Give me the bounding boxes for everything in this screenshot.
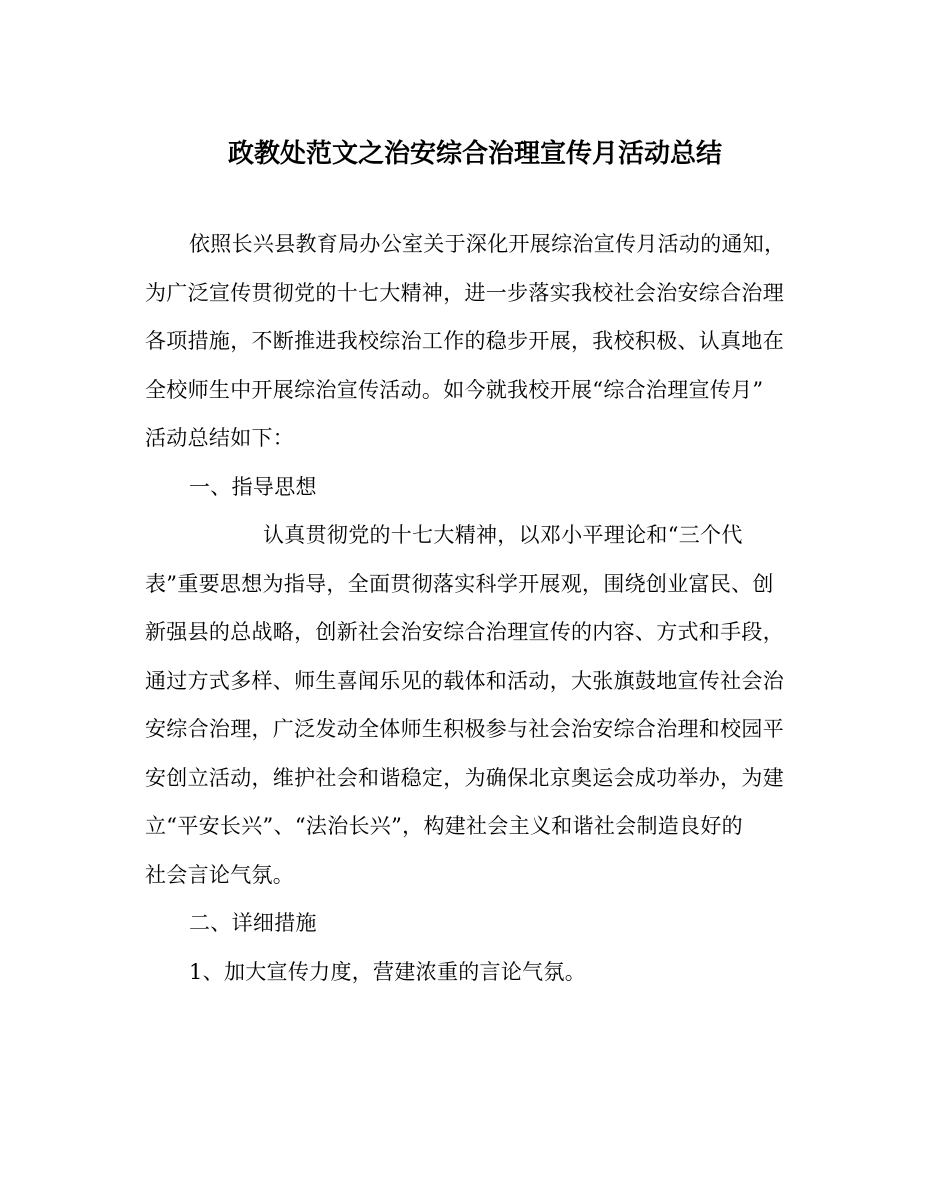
text-line: 依照长兴县教育局办公室关于深化开展综治宣传月活动的通知， — [189, 232, 786, 256]
paragraph-guiding-ideology — [145, 511, 800, 899]
text-line: 表”重要思想为指导，全面贯彻落实科学开展观，围绕创业富民、创 — [145, 571, 774, 596]
document-title: 政教处范文之治安综合治理宣传月活动总结 — [227, 139, 722, 169]
text-line: 一、指导思想 — [189, 474, 317, 499]
text-line: 社会言论气氛。 — [145, 862, 295, 887]
text-line: 立“平安长兴”、“法治长兴”，构建社会主义和谐社会制造良好的 — [145, 814, 743, 838]
text-line: 为广泛宣传贯彻党的十七大精神，进一步落实我校社会治安综合治理 — [145, 280, 784, 305]
paragraph-intro — [145, 220, 800, 463]
text-line: 活动总结如下： — [145, 426, 295, 450]
text-line: 通过方式多样、师生喜闻乐见的载体和活动，大张旗鼓地宣传社会治 — [145, 668, 784, 693]
text-line: 新强县的总战略，创新社会治安综合治理宣传的内容、方式和手段， — [145, 620, 784, 644]
text-line: 各项措施，不断推进我校综治工作的稳步开展，我校积极、认真地在 — [145, 329, 784, 353]
section-heading-detailed-measures — [145, 899, 800, 948]
text-line: 安创立活动，维护社会和谐稳定，为确保北京奥运会成功举办，为建 — [145, 765, 784, 790]
text-line: 全校师生中开展综治宣传活动。如今就我校开展“综合治理宣传月” — [145, 377, 764, 402]
text-line: 安综合治理，广泛发动全体师生积极参与社会治安综合治理和校园平 — [145, 717, 784, 741]
paragraph-measure-1 — [145, 948, 800, 997]
document-body — [145, 220, 800, 996]
text-line: 二、详细措施 — [189, 911, 317, 935]
section-heading-guiding-ideology — [145, 463, 800, 512]
text-line: 认真贯彻党的十七大精神，以邓小平理论和“三个代 — [263, 523, 743, 547]
text-line: 1、加大宣传力度，营建浓重的言论气氛。 — [189, 959, 587, 984]
